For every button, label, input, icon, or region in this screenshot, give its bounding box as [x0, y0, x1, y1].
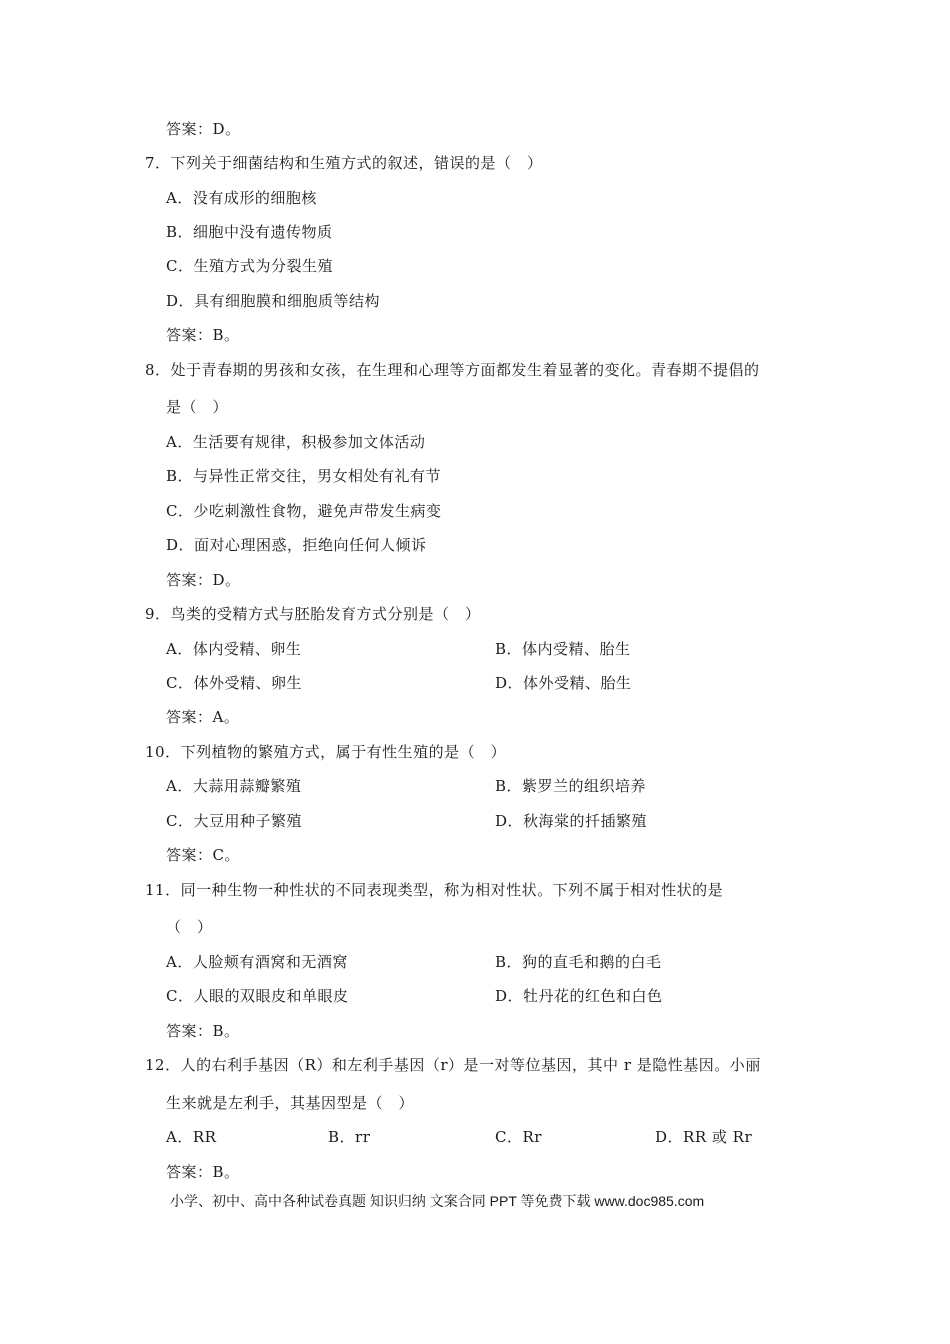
option-8b: B．与异性正常交往，男女相处有礼有节: [166, 467, 442, 485]
question-9: 9．鸟类的受精方式与胚胎发育方式分别是（ ）: [145, 605, 481, 623]
question-12-cont: 生来就是左利手，其基因型是（ ）: [166, 1094, 415, 1112]
question-11-cont: （ ）: [166, 918, 213, 936]
option-12c: C．Rr: [495, 1128, 542, 1146]
option-9a: A．体内受精、卵生: [166, 640, 302, 658]
question-8: 8．处于青春期的男孩和女孩，在生理和心理等方面都发生着显著的变化。青春期不提倡的: [145, 361, 760, 379]
question-7: 7．下列关于细菌结构和生殖方式的叙述，错误的是（ ）: [145, 154, 543, 172]
question-11: 11．同一种生物一种性状的不同表现类型，称为相对性状。下列不属于相对性状的是: [145, 881, 724, 899]
option-7c: C．生殖方式为分裂生殖: [166, 257, 333, 275]
option-11b: B．狗的直毛和鹅的白毛: [495, 953, 662, 971]
option-12b: B．rr: [328, 1128, 371, 1146]
option-10b: B．紫罗兰的组织培养: [495, 777, 647, 795]
option-9d: D．体外受精、胎生: [495, 674, 632, 692]
option-10c: C．大豆用种子繁殖: [166, 812, 302, 830]
option-10a: A．大蒜用蒜瓣繁殖: [166, 777, 302, 795]
page-footer: 小学、初中、高中各种试卷真题 知识归纳 文案合同 PPT 等免费下载 www.doc985.com: [170, 1193, 705, 1209]
option-8d: D．面对心理困惑，拒绝向任何人倾诉: [166, 536, 427, 554]
option-11a: A．人脸颊有酒窝和无酒窝: [166, 953, 348, 971]
option-11d: D．牡丹花的红色和白色: [495, 987, 663, 1005]
question-10: 10．下列植物的繁殖方式，属于有性生殖的是（ ）: [145, 743, 507, 761]
option-7d: D．具有细胞膜和细胞质等结构: [166, 292, 381, 310]
option-9c: C．体外受精、卵生: [166, 674, 302, 692]
answer-7: 答案：B。: [166, 326, 240, 344]
option-12a: A．RR: [166, 1128, 217, 1146]
option-12d: D．RR 或 Rr: [655, 1128, 753, 1146]
answer-9: 答案：A。: [166, 708, 240, 726]
answer-12: 答案：B。: [166, 1163, 240, 1181]
question-8-cont: 是（ ）: [166, 398, 229, 416]
option-10d: D．秋海棠的扦插繁殖: [495, 812, 648, 830]
option-7a: A．没有成形的细胞核: [166, 189, 317, 207]
option-9b: B．体内受精、胎生: [495, 640, 631, 658]
option-11c: C．人眼的双眼皮和单眼皮: [166, 987, 349, 1005]
answer-6: 答案：D。: [166, 120, 241, 138]
option-8c: C．少吃刺激性食物，避免声带发生病变: [166, 502, 442, 520]
option-7b: B．细胞中没有遗传物质: [166, 223, 333, 241]
option-8a: A．生活要有规律，积极参加文体活动: [166, 433, 426, 451]
question-12: 12．人的右利手基因（R）和左利手基因（r）是一对等位基因，其中 r 是隐性基因。小丽: [145, 1056, 761, 1074]
answer-11: 答案：B。: [166, 1022, 240, 1040]
answer-10: 答案：C。: [166, 846, 240, 864]
answer-8: 答案：D。: [166, 571, 241, 589]
